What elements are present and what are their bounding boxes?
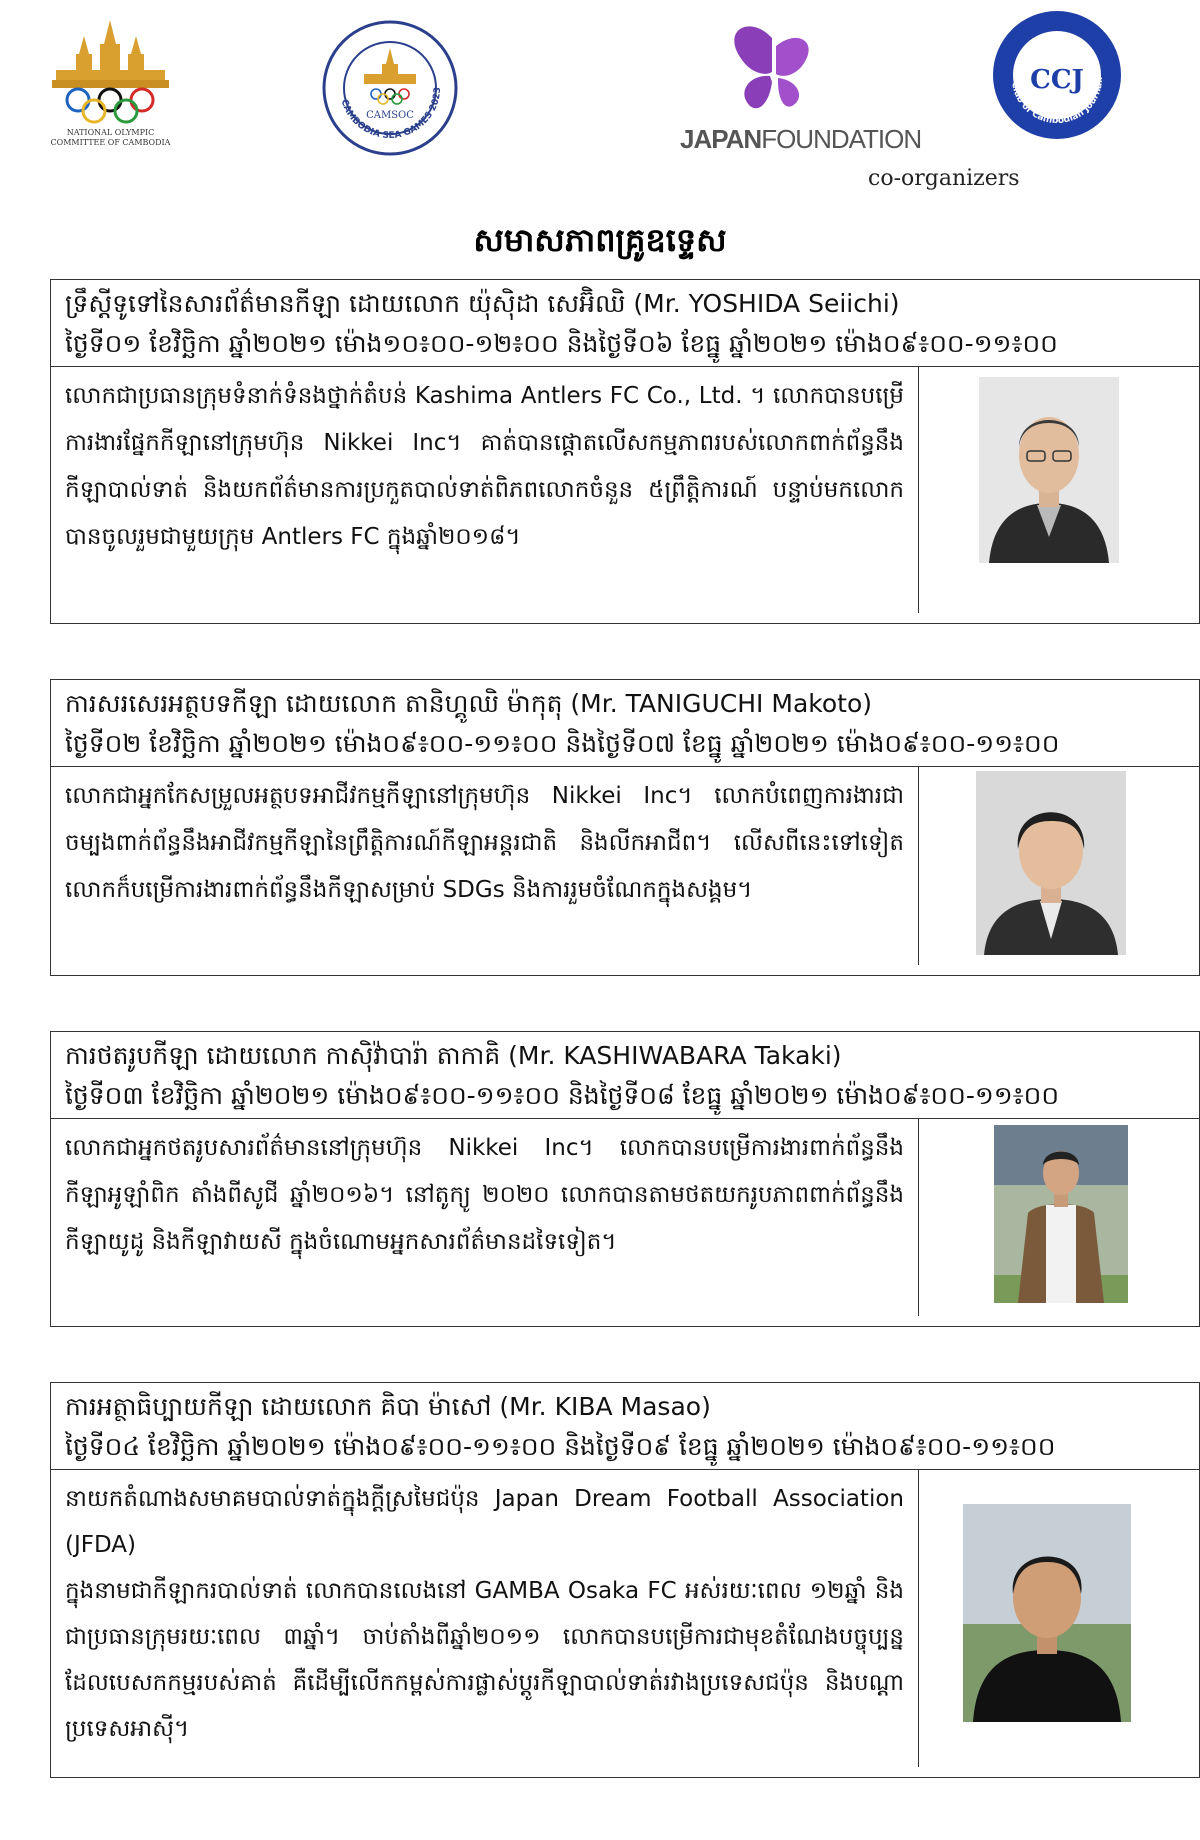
japan-foundation-wordmark [680, 124, 922, 155]
trainer-photo [963, 1504, 1131, 1722]
trainer-photo [979, 377, 1119, 563]
bio-paragraph: លោកជាប្រធានក្រុមទំនាក់ទំនងថ្នាក់តំបន់ Kashima Antlers FC Co., Ltd. ។ លោកបានបម្រើការងារផ្នែកកីឡានៅក្រុមហ៊ុន Nikkei Inc។ គាត់បានផ្ដោតលើសកម្មភាពរបស់លោកពាក់ព័ន្ធនឹងកីឡាបាល់ទាត់ និងយកព័ត៌មានការប្រកួតបាល់ទាត់ពិភពលោកចំនួន ៥ព្រឹត្តិការណ៍ បន្ទាប់មកលោកបានចូលរួមជាមួយក្រុម Antlers FC ក្នុងឆ្នាំ២០១៨។ [65, 383, 904, 550]
page-title: សមាសភាពគ្រូឧទ្ទេស [473, 221, 727, 259]
camsoc-label: CAMSOC [366, 110, 414, 121]
co-organizers-label: co-organizers [868, 166, 1020, 191]
card-body [51, 367, 1199, 613]
ccj-ring-text: Club of Cambodian Journali [1009, 76, 1106, 127]
trainer-bio [51, 1470, 919, 1767]
session-dates: ថ្ងៃទី០៤ ខែវិច្ឆិកា ឆ្នាំ២០២១ ម៉ោង០៩៖០០-១១៖០០ និងថ្ងៃទី០៩ ខែធ្នូ ឆ្នាំ២០២១ ម៉ោង០៩៖០០-១១៖០០ [65, 1432, 1056, 1461]
logo-header [0, 0, 1200, 210]
trainer-card-taniguchi [50, 679, 1200, 976]
card-header [51, 1032, 1199, 1119]
session-title: ទ្រឹស្ដីទូទៅនៃសារព័ត៌មានកីឡា ដោយលោក យ៉ុស៊ិដា សេអ៊ិឈិ (Mr. YOSHIDA Seiichi) [65, 289, 900, 318]
session-title: ការថតរូបកីឡា ដោយលោក កាស៊ិវ៉ាបារ៉ា តាកាគិ (Mr. KASHIWABARA Takaki) [65, 1041, 842, 1070]
butterfly-icon [680, 20, 860, 120]
card-body [51, 767, 1199, 965]
camsoc-emblem [320, 18, 460, 158]
jf-bold: JAPAN [680, 124, 762, 154]
noc-logo [48, 18, 173, 158]
card-header [51, 280, 1199, 367]
card-header [51, 1383, 1199, 1470]
bio-paragraph: នាយកតំណាងសមាគមបាល់ទាត់ក្នុងក្ដីស្រមៃជប៉ុន Japan Dream Football Association (JFDA) [65, 1486, 904, 1558]
trainer-card-kiba [50, 1382, 1200, 1778]
trainer-card-yoshida [50, 279, 1200, 624]
session-dates: ថ្ងៃទី០៣ ខែវិច្ឆិកា ឆ្នាំ២០២១ ម៉ោង០៩៖០០-១១៖០០ និងថ្ងៃទី០៨ ខែធ្នូ ឆ្នាំ២០២១ ម៉ោង០៩៖០០-១១៖០០ [65, 1081, 1060, 1110]
bio-paragraph: ក្នុងនាមជាកីឡាករបាល់ទាត់ លោកបានលេងនៅ GAMBA Osaka FC អស់រយៈពេល ១២ឆ្នាំ និងជាប្រធានក្រុមរយៈពេល ៣ឆ្នាំ។ ចាប់តាំងពីឆ្នាំ២០១១ លោកបានបម្រើការជាមុខតំណែងបច្ចុប្បន្ន ដែលបេសកកម្មរបស់គាត់ គឺដើម្បីលើកកម្ពស់ការផ្លាស់ប្ដូរកីឡាបាល់ទាត់រវាងប្រទេសជប៉ុន និងបណ្ដាប្រទេសអាស៊ី។ [65, 1578, 904, 1742]
camsoc-ring-text: CAMBODIA SEA GAMES 2023 [338, 86, 444, 142]
camsoc-logo [320, 18, 460, 158]
session-title: ការអត្ថាធិប្បាយកីឡា ដោយលោក គិបា ម៉ាសៅ (Mr. KIBA Masao) [65, 1392, 711, 1421]
noc-caption [48, 128, 173, 148]
trainer-card-kashiwabara [50, 1031, 1200, 1327]
ccj-emblem [990, 8, 1125, 143]
ccj-mark: CCJ [1030, 65, 1084, 95]
bio-paragraph: លោកជាអ្នកកែសម្រួលអត្ថបទអាជីវកម្មកីឡានៅក្រុមហ៊ុន Nikkei Inc។ លោកបំពេញការងារជាចម្បងពាក់ព័ន្ធនឹងអាជីវកម្មកីឡានៃព្រឹត្តិការណ៍កីឡាអន្តរជាតិ និងលីកអាជីព។ លើសពីនេះទៅទៀត លោកក៏បម្រើការងារពាក់ព័ន្ធនឹងកីឡាសម្រាប់ SDGs និងការរួមចំណែកក្នុងសង្គម។ [65, 783, 904, 903]
session-title: ការសរសេរអត្ថបទកីឡា ដោយលោក តានិហ្គូឈិ ម៉ាកុតុ (Mr. TANIGUCHI Makoto) [65, 689, 872, 718]
card-header [51, 680, 1199, 767]
trainer-photo [976, 771, 1126, 955]
japan-foundation-logo [680, 20, 922, 160]
noc-emblem [48, 18, 173, 126]
session-dates: ថ្ងៃទី០១ ខែវិច្ឆិកា ឆ្នាំ២០២១ ម៉ោង១០៖០០-១២៖០០ និងថ្ងៃទី០៦ ខែធ្នូ ឆ្នាំ២០២១ ម៉ោង០៩៖០០-១១៖០០ [65, 329, 1058, 358]
ccj-logo [990, 8, 1125, 143]
card-body [51, 1119, 1199, 1316]
trainer-bio [51, 1119, 919, 1316]
session-dates: ថ្ងៃទី០២ ខែវិច្ឆិកា ឆ្នាំ២០២១ ម៉ោង០៩៖០០-១១៖០០ និងថ្ងៃទី០៧ ខែធ្នូ ឆ្នាំ២០២១ ម៉ោង០៩៖០០-១១៖០០ [65, 729, 1060, 758]
trainer-bio [51, 767, 919, 965]
trainer-bio [51, 367, 919, 613]
trainer-photo [994, 1125, 1128, 1303]
bio-paragraph: លោកជាអ្នកថតរូបសារព័ត៌មាននៅក្រុមហ៊ុន Nikkei Inc។ លោកបានបម្រើការងារពាក់ព័ន្ធនឹងកីឡាអូឡាំពិក តាំងពីសូជី ឆ្នាំ២០១៦។ នៅតូក្យូ ២០២០ លោកបានតាមថតយករូបភាពពាក់ព័ន្ធនឹងកីឡាយូដូ និងកីឡាវាយសី ក្នុងចំណោមអ្នកសារព័ត៌មានដទៃទៀត។ [65, 1135, 904, 1255]
jf-light: FOUNDATION [761, 124, 922, 154]
card-body [51, 1470, 1199, 1767]
noc-caption-line1: NATIONAL OLYMPIC [66, 128, 155, 137]
noc-caption-line2: COMMITTEE OF CAMBODIA [50, 138, 171, 147]
